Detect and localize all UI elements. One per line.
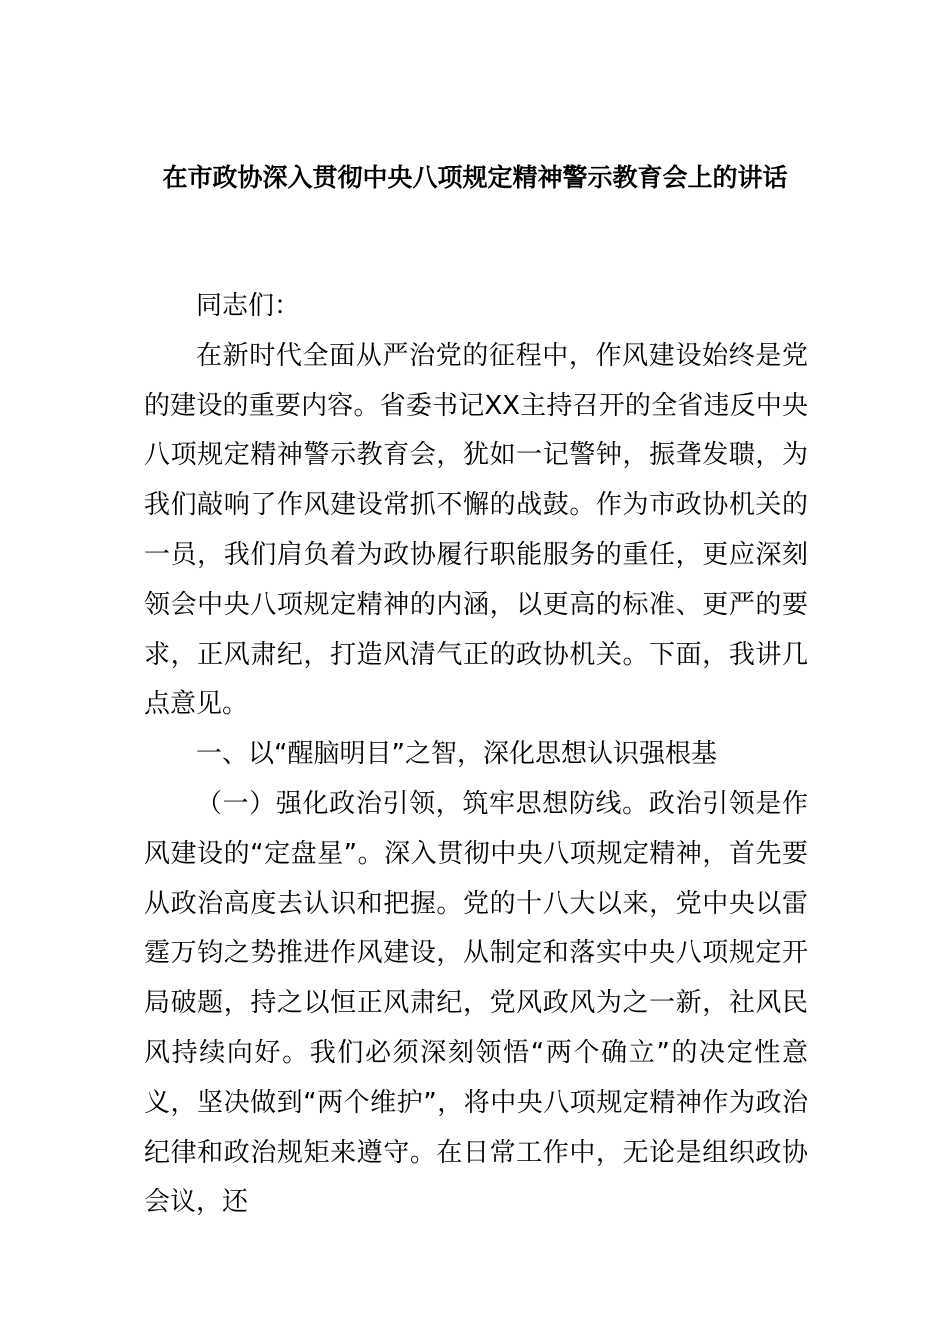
document-title: 在市政协深入贯彻中央八项规定精神警示教育会上的讲话 [162, 163, 788, 192]
section-heading-1: 一、以“醒脑明目”之智，深化思想认识强根基 [196, 739, 717, 770]
subsection-paragraph-1: （一）强化政治引领，筑牢思想防线。政治引领是作风建设的“定盘星”。深入贯彻中央八项规定精神，首先要从政治高度去认识和把握。党的十八大以来，党中央以雷霆万钧之势推进作风建设，从制定和落实中央八项规定开局破题，持之以恒正风肃纪，党风政风为之一新，社风民风持续向好。我们必须深刻领悟“两个确立”的决定性意义，坚决做到“两个维护”，将中央八项规定精神作为政治纪律和政治规矩来遵守。在日常工作中，无论是组织政协会议，还 [144, 788, 808, 1218]
salutation-paragraph: 同志们： [196, 291, 301, 321]
intro-paragraph: 在新时代全面从严治党的征程中，作风建设始终是党的建设的重要内容。省委书记XX主持召开的全省违反中央八项规定精神警示教育会，犹如一记警钟，振聋发聩，为我们敲响了作风建设常抓不懈的战鼓。作为市政协机关的一员，我们肩负着为政协履行职能服务的重任，更应深刻领会中央八项规定精神的内涵，以更高的标准、更严的要求，正风肃纪，打造风清气正的政协机关。下面，我讲几点意见。 [144, 340, 808, 720]
document-body [144, 282, 808, 1228]
